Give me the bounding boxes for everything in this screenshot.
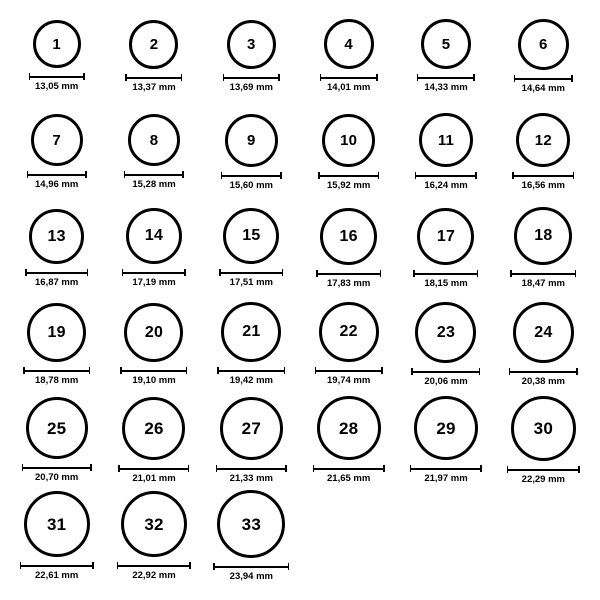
- ring-size-label: 11: [437, 131, 455, 149]
- ring-size-label: 10: [340, 132, 358, 149]
- ring-diameter-label: 13,05 mm: [35, 81, 79, 92]
- ring-measurement: [120, 367, 187, 386]
- ring-size-label: 31: [47, 514, 67, 534]
- ring-size-cell: [8, 202, 105, 298]
- ring-diameter-label: 16,24 mm: [424, 180, 468, 191]
- ring-measurement: [415, 172, 477, 191]
- ring-size-cell: [495, 10, 592, 106]
- ring-measurement: [514, 75, 573, 94]
- ring-size-label: 2: [149, 36, 159, 53]
- caliper-icon: [23, 367, 90, 374]
- ring-size-label: 25: [47, 418, 67, 438]
- ring-size-grid: [8, 10, 592, 586]
- ring-diameter-label: 15,60 mm: [229, 180, 273, 191]
- ring-circle: [225, 114, 278, 167]
- ring-measurement: [318, 172, 379, 191]
- ring-diameter-label: 14,01 mm: [327, 82, 371, 93]
- caliper-icon: [514, 75, 573, 82]
- ring-size-label: 8: [149, 131, 159, 149]
- ring-circle: [417, 208, 474, 265]
- ring-size-label: 16: [339, 227, 358, 245]
- caliper-icon: [316, 270, 381, 277]
- ring-diameter-label: 22,61 mm: [35, 570, 79, 581]
- ring-circle: [322, 114, 375, 167]
- caliper-icon: [411, 368, 480, 375]
- ring-measurement: [124, 171, 184, 190]
- caliper-icon: [213, 563, 289, 570]
- caliper-icon: [124, 171, 184, 178]
- ring-size-label: 6: [539, 36, 548, 53]
- ring-circle: [129, 20, 178, 69]
- ring-circle: [320, 208, 377, 265]
- ring-size-label: 26: [144, 419, 164, 438]
- caliper-icon: [29, 73, 85, 80]
- ring-size-label: 20: [144, 323, 164, 341]
- ring-size-label: 13: [47, 227, 66, 245]
- ring-circle: [31, 114, 83, 166]
- ring-circle: [126, 208, 182, 264]
- ring-size-cell: [397, 298, 494, 394]
- ring-size-label: 27: [241, 419, 261, 438]
- ring-measurement: [413, 270, 478, 289]
- caliper-icon: [25, 269, 88, 276]
- ring-circle: [419, 113, 473, 167]
- ring-size-cell: [8, 298, 105, 394]
- ring-diameter-label: 23,94 mm: [229, 571, 273, 582]
- ring-circle: [217, 490, 285, 558]
- ring-measurement: [509, 368, 578, 387]
- ring-measurement: [411, 368, 480, 387]
- ring-size-cell: [495, 202, 592, 298]
- ring-size-label: 30: [533, 419, 553, 438]
- ring-diameter-label: 18,78 mm: [35, 375, 79, 386]
- ring-measurement: [23, 367, 90, 386]
- caliper-icon: [313, 465, 385, 472]
- ring-circle: [220, 397, 283, 460]
- ring-measurement: [316, 270, 381, 289]
- ring-size-cell: [495, 298, 592, 394]
- ring-diameter-label: 18,15 mm: [424, 278, 468, 289]
- ring-diameter-label: 17,19 mm: [132, 277, 176, 288]
- ring-size-label: 32: [144, 514, 164, 534]
- ring-size-cell: [203, 394, 300, 490]
- ring-size-cell: [105, 298, 202, 394]
- ring-circle: [27, 303, 86, 362]
- ring-measurement: [213, 563, 289, 582]
- ring-diameter-label: 19,74 mm: [327, 375, 371, 386]
- ring-size-cell: [203, 202, 300, 298]
- ring-diameter-label: 15,28 mm: [132, 179, 176, 190]
- ring-measurement: [512, 172, 574, 191]
- ring-size-cell: [105, 490, 202, 586]
- ring-circle: [516, 113, 570, 167]
- ring-measurement: [22, 464, 92, 483]
- ring-circle: [513, 302, 574, 363]
- ring-size-label: 22: [339, 323, 358, 340]
- ring-size-label: 1: [52, 35, 61, 53]
- ring-size-cell: [8, 490, 105, 586]
- ring-measurement: [216, 465, 287, 484]
- ring-diameter-label: 22,92 mm: [132, 570, 176, 581]
- ring-size-label: 24: [534, 323, 553, 341]
- ring-measurement: [219, 269, 283, 288]
- ring-circle: [518, 19, 569, 70]
- caliper-icon: [216, 465, 287, 472]
- ring-diameter-label: 16,56 mm: [521, 180, 565, 191]
- ring-size-cell: [203, 298, 300, 394]
- ring-diameter-label: 20,06 mm: [424, 376, 468, 387]
- ring-size-cell: [397, 10, 494, 106]
- ring-diameter-label: 19,10 mm: [132, 375, 176, 386]
- ring-size-label: 3: [247, 36, 256, 53]
- ring-size-label: 18: [534, 227, 553, 244]
- ring-size-label: 7: [52, 131, 61, 149]
- ring-circle: [124, 303, 183, 362]
- ring-circle: [415, 302, 476, 363]
- ring-circle: [24, 491, 90, 557]
- caliper-icon: [219, 269, 283, 276]
- caliper-icon: [413, 270, 478, 277]
- ring-diameter-label: 21,01 mm: [132, 473, 176, 484]
- ring-size-cell: [105, 394, 202, 490]
- caliper-icon: [20, 562, 94, 569]
- ring-measurement: [29, 73, 85, 92]
- ring-size-cell: [203, 106, 300, 202]
- ring-circle: [511, 396, 576, 461]
- caliper-icon: [117, 562, 191, 569]
- ring-size-cell: [105, 202, 202, 298]
- caliper-icon: [512, 172, 574, 179]
- ring-size-label: 12: [534, 131, 552, 149]
- ring-circle: [319, 302, 379, 362]
- ring-size-label: 23: [436, 323, 456, 341]
- caliper-icon: [415, 172, 477, 179]
- caliper-icon: [223, 74, 280, 81]
- ring-diameter-label: 21,65 mm: [327, 473, 371, 484]
- ring-circle: [514, 207, 572, 265]
- ring-size-cell: [300, 10, 397, 106]
- ring-diameter-label: 16,87 mm: [35, 277, 79, 288]
- ring-size-cell: [300, 298, 397, 394]
- ring-measurement: [510, 270, 576, 289]
- caliper-icon: [22, 464, 92, 471]
- ring-size-cell: [300, 202, 397, 298]
- ring-diameter-label: 18,47 mm: [521, 278, 565, 289]
- caliper-icon: [417, 74, 475, 81]
- ring-size-cell: [300, 394, 397, 490]
- caliper-icon: [507, 466, 580, 473]
- ring-circle: [121, 491, 187, 557]
- ring-measurement: [320, 74, 378, 93]
- ring-size-cell: [300, 106, 397, 202]
- ring-diameter-label: 14,33 mm: [424, 82, 468, 93]
- ring-size-label: 33: [241, 514, 261, 534]
- ring-diameter-label: 13,69 mm: [229, 82, 273, 93]
- ring-circle: [26, 397, 88, 459]
- ring-circle: [223, 208, 279, 264]
- ring-diameter-label: 15,92 mm: [327, 180, 371, 191]
- ring-size-label: 14: [144, 227, 164, 244]
- ring-size-cell: [495, 394, 592, 490]
- ring-diameter-label: 13,37 mm: [132, 82, 176, 93]
- caliper-icon: [318, 172, 379, 179]
- ring-diameter-label: 14,96 mm: [35, 179, 79, 190]
- ring-size-cell: [397, 202, 494, 298]
- ring-diameter-label: 19,42 mm: [229, 375, 273, 386]
- ring-circle: [122, 397, 185, 460]
- ring-measurement: [122, 269, 186, 288]
- ring-size-label: 9: [247, 132, 256, 149]
- ring-size-cell: [105, 10, 202, 106]
- ring-measurement: [221, 172, 282, 191]
- ring-circle: [324, 19, 374, 69]
- caliper-icon: [27, 171, 87, 178]
- ring-diameter-label: 21,97 mm: [424, 473, 468, 484]
- caliper-icon: [125, 74, 182, 81]
- ring-measurement: [507, 466, 580, 485]
- ring-measurement: [410, 465, 482, 484]
- ring-measurement: [125, 74, 182, 93]
- ring-diameter-label: 17,83 mm: [327, 278, 371, 289]
- ring-circle: [221, 302, 281, 362]
- ring-measurement: [417, 74, 475, 93]
- caliper-icon: [509, 368, 578, 375]
- ring-size-cell: [203, 490, 300, 586]
- ring-size-label: 4: [344, 35, 353, 53]
- ring-diameter-label: 14,64 mm: [521, 83, 565, 94]
- ring-size-label: 29: [436, 418, 456, 438]
- ring-measurement: [315, 367, 383, 386]
- ring-size-label: 19: [47, 323, 66, 341]
- ring-size-cell: [105, 106, 202, 202]
- caliper-icon: [510, 270, 576, 277]
- ring-measurement: [223, 74, 280, 93]
- caliper-icon: [315, 367, 383, 374]
- ring-size-label: 5: [441, 35, 451, 53]
- ring-measurement: [117, 562, 191, 581]
- ring-diameter-label: 17,51 mm: [229, 277, 273, 288]
- caliper-icon: [120, 367, 187, 374]
- ring-size-cell: [397, 394, 494, 490]
- ring-size-cell: [8, 10, 105, 106]
- ring-size-label: 21: [242, 323, 261, 340]
- ring-circle: [317, 396, 381, 460]
- ring-size-cell: [8, 394, 105, 490]
- caliper-icon: [410, 465, 482, 472]
- ring-size-label: 28: [339, 418, 359, 438]
- ring-size-cell: [8, 106, 105, 202]
- caliper-icon: [118, 465, 189, 472]
- ring-circle: [414, 396, 478, 460]
- ring-size-cell: [397, 106, 494, 202]
- ring-size-cell: [203, 10, 300, 106]
- ring-diameter-label: 22,29 mm: [521, 474, 565, 485]
- ring-measurement: [217, 367, 285, 386]
- caliper-icon: [320, 74, 378, 81]
- ring-size-label: 17: [436, 227, 456, 245]
- caliper-icon: [221, 172, 282, 179]
- ring-size-label: 15: [242, 227, 261, 244]
- ring-diameter-label: 21,33 mm: [229, 473, 273, 484]
- caliper-icon: [217, 367, 285, 374]
- ring-measurement: [25, 269, 88, 288]
- ring-circle: [29, 209, 84, 264]
- ring-size-cell: [495, 106, 592, 202]
- ring-circle: [421, 19, 471, 69]
- ring-circle: [33, 20, 81, 68]
- ring-circle: [128, 114, 180, 166]
- ring-measurement: [20, 562, 94, 581]
- ring-diameter-label: 20,70 mm: [35, 472, 79, 483]
- ring-diameter-label: 20,38 mm: [521, 376, 565, 387]
- ring-measurement: [118, 465, 189, 484]
- ring-measurement: [313, 465, 385, 484]
- caliper-icon: [122, 269, 186, 276]
- ring-measurement: [27, 171, 87, 190]
- ring-circle: [227, 20, 276, 69]
